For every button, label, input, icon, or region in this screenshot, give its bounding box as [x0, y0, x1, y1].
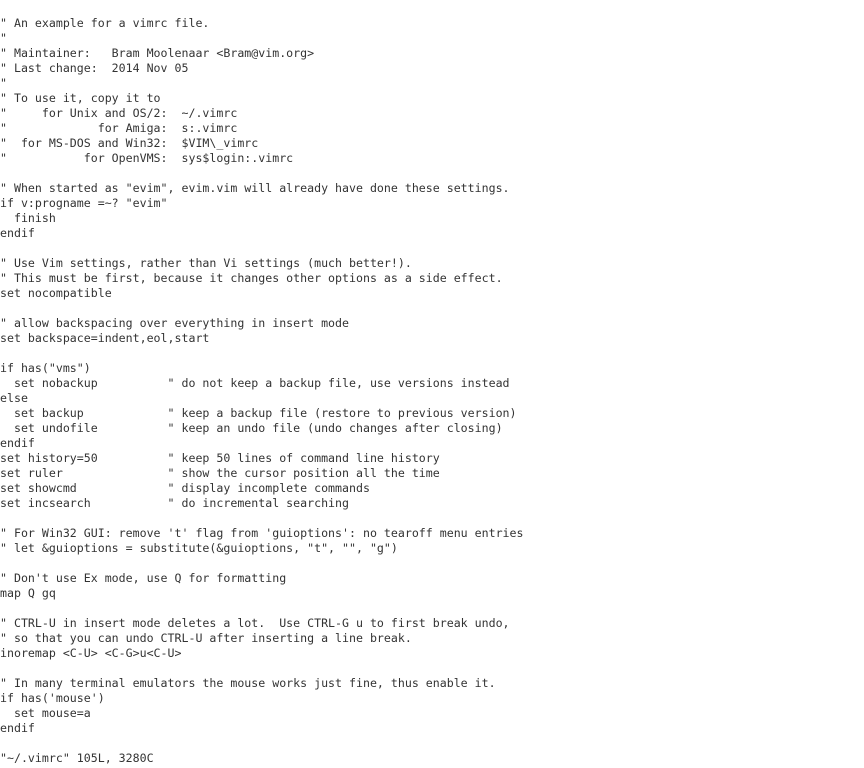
buffer-line[interactable]: [0, 166, 864, 181]
buffer-line[interactable]: ": [0, 31, 7, 45]
buffer-line[interactable]: set nobackup " do not keep a backup file, use versions instead: [0, 376, 510, 390]
buffer-line[interactable]: set undofile " keep an undo file (undo changes after closing): [0, 421, 503, 435]
buffer-line[interactable]: if has("vms"): [0, 361, 91, 375]
buffer-line[interactable]: " To use it, copy it to: [0, 91, 161, 105]
buffer-line[interactable]: " Last change: 2014 Nov 05: [0, 61, 189, 75]
buffer-line[interactable]: " When started as "evim", evim.vim will already have done these settings.: [0, 181, 510, 195]
buffer-line[interactable]: " allow backspacing over everything in insert mode: [0, 316, 350, 330]
buffer-line[interactable]: " Don't use Ex mode, use Q for formatting: [0, 571, 287, 585]
buffer-line[interactable]: " for Amiga: s:.vimrc: [0, 121, 238, 135]
buffer-line[interactable]: set mouse=a: [0, 706, 91, 720]
buffer-line[interactable]: set backspace=indent,eol,start: [0, 331, 210, 345]
buffer-line[interactable]: [0, 601, 864, 616]
buffer-line[interactable]: [0, 301, 864, 316]
buffer-line[interactable]: " for OpenVMS: sys$login:.vimrc: [0, 151, 294, 165]
buffer-line[interactable]: if has('mouse'): [0, 691, 105, 705]
buffer-line[interactable]: " An example for a vimrc file.: [0, 16, 210, 30]
buffer-line[interactable]: " This must be first, because it changes other options as a side effect.: [0, 271, 503, 285]
buffer-line[interactable]: else: [0, 391, 28, 405]
buffer-line[interactable]: set backup " keep a backup file (restore to previous version): [0, 406, 517, 420]
buffer-line[interactable]: set showcmd " display incomplete commands: [0, 481, 370, 495]
buffer-line[interactable]: " so that you can undo CTRL-U after inserting a line break.: [0, 631, 412, 645]
buffer-line[interactable]: " for MS-DOS and Win32: $VIM\_vimrc: [0, 136, 259, 150]
buffer-line[interactable]: " for Unix and OS/2: ~/.vimrc: [0, 106, 238, 120]
editor-buffer[interactable]: [0, 16, 864, 736]
buffer-line[interactable]: map Q gq: [0, 586, 56, 600]
buffer-line[interactable]: " In many terminal emulators the mouse works just fine, thus enable it.: [0, 676, 496, 690]
buffer-line[interactable]: set history=50 " keep 50 lines of command line history: [0, 451, 440, 465]
command-line-status: "~/.vimrc" 105L, 3280C: [0, 751, 154, 765]
buffer-line[interactable]: " let &guioptions = substitute(&guioptions, "t", "", "g"): [0, 541, 398, 555]
buffer-line[interactable]: " For Win32 GUI: remove 't' flag from 'guioptions': no tearoff menu entries: [0, 526, 524, 540]
buffer-line[interactable]: [0, 241, 864, 256]
buffer-line[interactable]: set incsearch " do incremental searching: [0, 496, 350, 510]
buffer-line[interactable]: set nocompatible: [0, 286, 112, 300]
buffer-line[interactable]: set ruler " show the cursor position all the time: [0, 466, 440, 480]
buffer-line[interactable]: endif: [0, 226, 35, 240]
buffer-line[interactable]: endif: [0, 721, 35, 735]
buffer-line[interactable]: inoremap <C-U> <C-G>u<C-U>: [0, 646, 182, 660]
buffer-line[interactable]: " Maintainer: Bram Moolenaar <Bram@vim.org>: [0, 46, 315, 60]
buffer-line[interactable]: [0, 661, 864, 676]
buffer-line[interactable]: " Use Vim settings, rather than Vi settings (much better!).: [0, 256, 412, 270]
buffer-line[interactable]: [0, 556, 864, 571]
buffer-line[interactable]: if v:progname =~? "evim": [0, 196, 168, 210]
buffer-line[interactable]: " CTRL-U in insert mode deletes a lot. Use CTRL-G u to first break undo,: [0, 616, 510, 630]
buffer-line[interactable]: endif: [0, 436, 35, 450]
buffer-line[interactable]: finish: [0, 211, 56, 225]
buffer-line[interactable]: [0, 346, 864, 361]
buffer-line[interactable]: ": [0, 76, 7, 90]
buffer-line[interactable]: [0, 511, 864, 526]
